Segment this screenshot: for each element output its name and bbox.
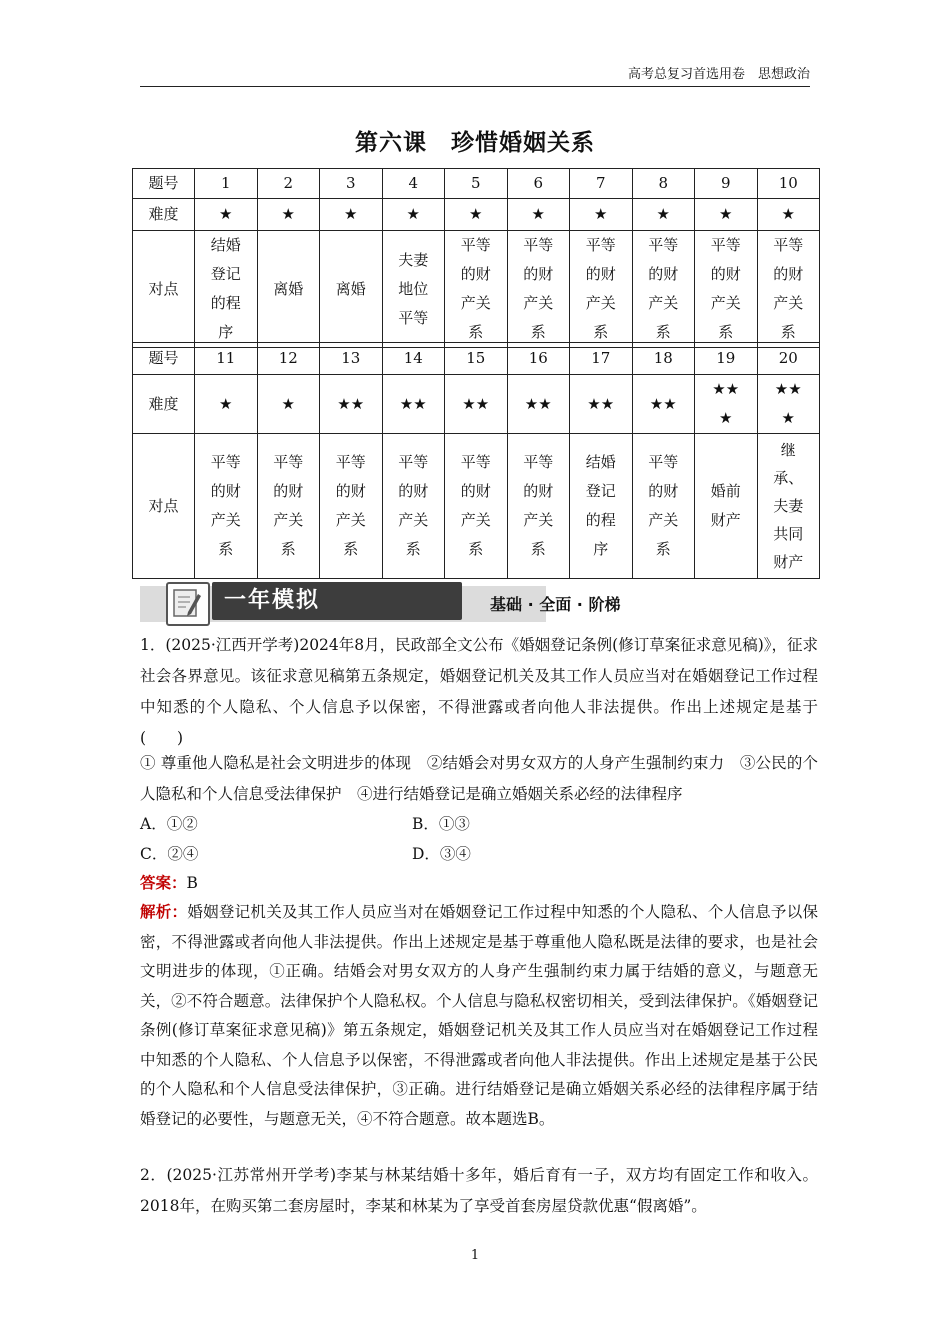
question-number: 4 <box>382 169 445 199</box>
question-items: ① 尊重他人隐私是社会文明进步的体现 ②结婚会对男女双方的人身产生强制约束力 ③公民的个人隐私和个人信息受法律保护 ④进行结婚登记是确立婚姻关系必经的法律程序 <box>140 754 818 803</box>
knowledge-point: 离婚 <box>257 231 320 348</box>
question-number: 12 <box>257 343 320 375</box>
table-row <box>133 375 820 434</box>
analysis-block <box>140 898 818 1134</box>
knowledge-point: 平等 的财 产关 系 <box>320 434 383 579</box>
difficulty-stars: ★ <box>570 199 633 231</box>
difficulty-stars: ★ <box>195 375 258 434</box>
knowledge-point: 平等 的财 产关 系 <box>445 231 508 348</box>
difficulty-stars: ★★ <box>632 375 695 434</box>
difficulty-table-2 <box>132 342 820 579</box>
difficulty-stars: ★ <box>757 199 820 231</box>
difficulty-stars: ★ <box>257 199 320 231</box>
question-number: 16 <box>507 343 570 375</box>
question-number: 19 <box>695 343 758 375</box>
question-number: 11 <box>195 343 258 375</box>
knowledge-point: 平等 的财 产关 系 <box>195 434 258 579</box>
knowledge-point: 夫妻 地位 平等 <box>382 231 445 348</box>
knowledge-point: 结婚 登记 的程 序 <box>570 434 633 579</box>
question-number: 3 <box>320 169 383 199</box>
knowledge-point: 继 承、 夫妻 共同 财产 <box>757 434 820 579</box>
banner-label: 一年模拟 <box>212 582 462 620</box>
knowledge-point: 平等 的财 产关 系 <box>570 231 633 348</box>
question-1-stem <box>140 630 818 754</box>
difficulty-table-1 <box>132 168 820 348</box>
difficulty-stars: ★★ <box>570 375 633 434</box>
difficulty-stars: ★ <box>507 199 570 231</box>
pencil-icon <box>166 582 210 626</box>
difficulty-stars: ★★ <box>320 375 383 434</box>
question-number: 9 <box>695 169 758 199</box>
knowledge-point: 平等 的财 产关 系 <box>382 434 445 579</box>
row-header-number: 题号 <box>133 343 195 375</box>
knowledge-point: 平等 的财 产关 系 <box>257 434 320 579</box>
banner-subtitle: 基础 · 全面 · 阶梯 <box>490 595 621 614</box>
row-header-point: 对点 <box>133 231 195 348</box>
table-row <box>133 343 820 375</box>
knowledge-point: 平等 的财 产关 系 <box>632 434 695 579</box>
table-row <box>133 231 820 348</box>
row-header-point: 对点 <box>133 434 195 579</box>
option-b: B．①③ <box>412 815 470 833</box>
difficulty-stars: ★ <box>695 199 758 231</box>
knowledge-point: 平等 的财 产关 系 <box>695 231 758 348</box>
difficulty-stars: ★★ <box>507 375 570 434</box>
page-title: 第六课 珍惜婚姻关系 <box>355 130 595 156</box>
difficulty-stars: ★★ ★ <box>757 375 820 434</box>
knowledge-point: 平等 的财 产关 系 <box>445 434 508 579</box>
question-number: 14 <box>382 343 445 375</box>
question-number: 15 <box>445 343 508 375</box>
question-number: 8 <box>632 169 695 199</box>
table-row <box>133 199 820 231</box>
difficulty-stars: ★ <box>632 199 695 231</box>
answer-line <box>140 868 818 899</box>
difficulty-stars: ★★ ★ <box>695 375 758 434</box>
question-number: 6 <box>507 169 570 199</box>
section-banner <box>140 582 621 624</box>
question-1-items <box>140 748 818 810</box>
question-number: 10 <box>757 169 820 199</box>
knowledge-point: 平等 的财 产关 系 <box>757 231 820 348</box>
analysis-label: 解析： <box>140 903 188 921</box>
page-number: 1 <box>470 1248 480 1263</box>
knowledge-point: 平等 的财 产关 系 <box>507 231 570 348</box>
question-number: 18 <box>632 343 695 375</box>
analysis-text: 婚姻登记机关及其工作人员应当对在婚姻登记工作过程中知悉的个人隐私、个人信息予以保密，不得泄露或者向他人非法提供。作出上述规定是基于尊重他人隐私既是法律的要求，也是社会文明进步的体现，①正确。结婚会对男女双方的人身产生强制约束力属于结婚的意义，与题意无关，②不符合题意。法律保护个人隐私权。个人信息与隐私权密切相关，受到法律保护。《婚姻登记条例(修订草案征求意见稿)》第五条规定，婚姻登记机关及其工作人员应当对在婚姻登记工作过程中知悉的个人隐私、个人信息予以保密，不得泄露或者向他人非法提供。作出上述规定是基于公民的个人隐私和个人信息受法律保护，③正确。进行结婚登记是确立婚姻关系必经的法律程序属于结婚登记的必要性，与题意无关，④不符合题意。故本题选B。 <box>140 903 818 1128</box>
row-header-number: 题号 <box>133 169 195 199</box>
question-number: 20 <box>757 343 820 375</box>
row-header-difficulty: 难度 <box>133 375 195 434</box>
knowledge-point: 结婚 登记 的程 序 <box>195 231 258 348</box>
question-stem: 2．(2025·江苏常州开学考)李某与林某结婚十多年，婚后育有一子，双方均有固定工作和收入。2018年，在购买第二套房屋时，李某和林某为了享受首套房屋贷款优惠“假离婚”。 <box>140 1166 818 1215</box>
answer-label: 答案： <box>140 874 187 892</box>
page-header <box>140 66 810 87</box>
difficulty-stars: ★ <box>445 199 508 231</box>
knowledge-point: 平等 的财 产关 系 <box>632 231 695 348</box>
question-number: 2 <box>257 169 320 199</box>
difficulty-stars: ★ <box>320 199 383 231</box>
option-a: A．①② <box>140 815 198 833</box>
question-number: 5 <box>445 169 508 199</box>
option-d: D．③④ <box>412 845 471 863</box>
question-number: 1 <box>195 169 258 199</box>
difficulty-stars: ★ <box>257 375 320 434</box>
header-text: 高考总复习首选用卷 思想政治 <box>627 67 810 82</box>
question-stem: 1．(2025·江西开学考)2024年8月，民政部全文公布《婚姻登记条例(修订草案征求意见稿)》，征求社会各界意见。该征求意见稿第五条规定，婚姻登记机关及其工作人员应当对在婚姻登记工作过程中知悉的个人隐私、个人信息予以保密，不得泄露或者向他人非法提供。作出上述规定是基于( ) <box>140 636 818 747</box>
knowledge-point: 婚前 财产 <box>695 434 758 579</box>
table-row <box>133 169 820 199</box>
row-header-difficulty: 难度 <box>133 199 195 231</box>
difficulty-stars: ★ <box>382 199 445 231</box>
question-number: 7 <box>570 169 633 199</box>
difficulty-stars: ★★ <box>445 375 508 434</box>
answer-value: B <box>186 874 198 892</box>
question-number: 17 <box>570 343 633 375</box>
knowledge-point: 离婚 <box>320 231 383 348</box>
difficulty-stars: ★ <box>195 199 258 231</box>
knowledge-point: 平等 的财 产关 系 <box>507 434 570 579</box>
option-c: C．②④ <box>140 845 199 863</box>
question-2-stem <box>140 1160 818 1222</box>
question-number: 13 <box>320 343 383 375</box>
difficulty-stars: ★★ <box>382 375 445 434</box>
table-row <box>133 434 820 579</box>
